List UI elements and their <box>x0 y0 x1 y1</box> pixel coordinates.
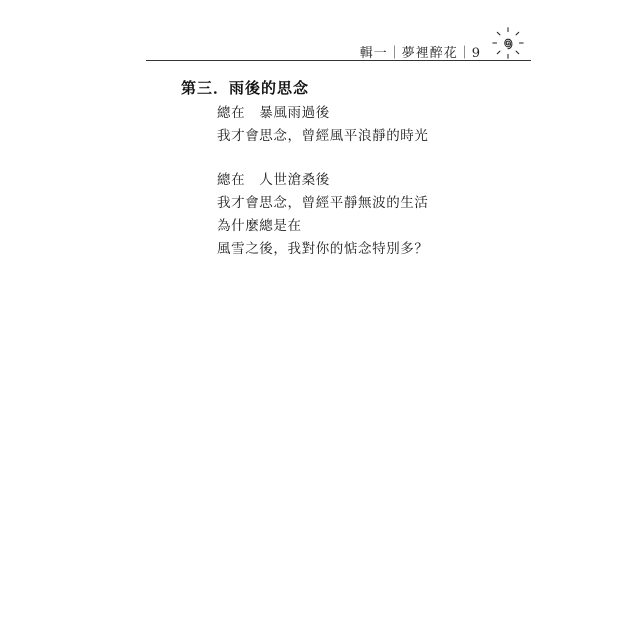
poem-line: 我才會思念，曾經風平浪靜的時光 <box>217 128 429 144</box>
running-title: 輯一｜夢裡醉花｜9 <box>359 46 481 61</box>
section-title: 第三．雨後的思念 <box>181 79 310 97</box>
poem-line: 總在 人世滄桑後 <box>217 172 330 188</box>
poem-line: 我才會思念，曾經平靜無波的生活 <box>217 195 429 211</box>
poem-line: 為什麼總是在 <box>217 218 302 234</box>
poem-line: 總在 暴風雨過後 <box>217 105 330 121</box>
poem-body <box>217 102 517 282</box>
poem-stanza-1 <box>217 102 517 148</box>
sun-spiral-icon <box>489 24 527 62</box>
poem-stanza-2 <box>217 169 517 261</box>
poem-line: 風雪之後，我對你的惦念特別多？ <box>217 241 429 257</box>
running-header <box>146 40 531 62</box>
header-rule <box>146 60 531 61</box>
